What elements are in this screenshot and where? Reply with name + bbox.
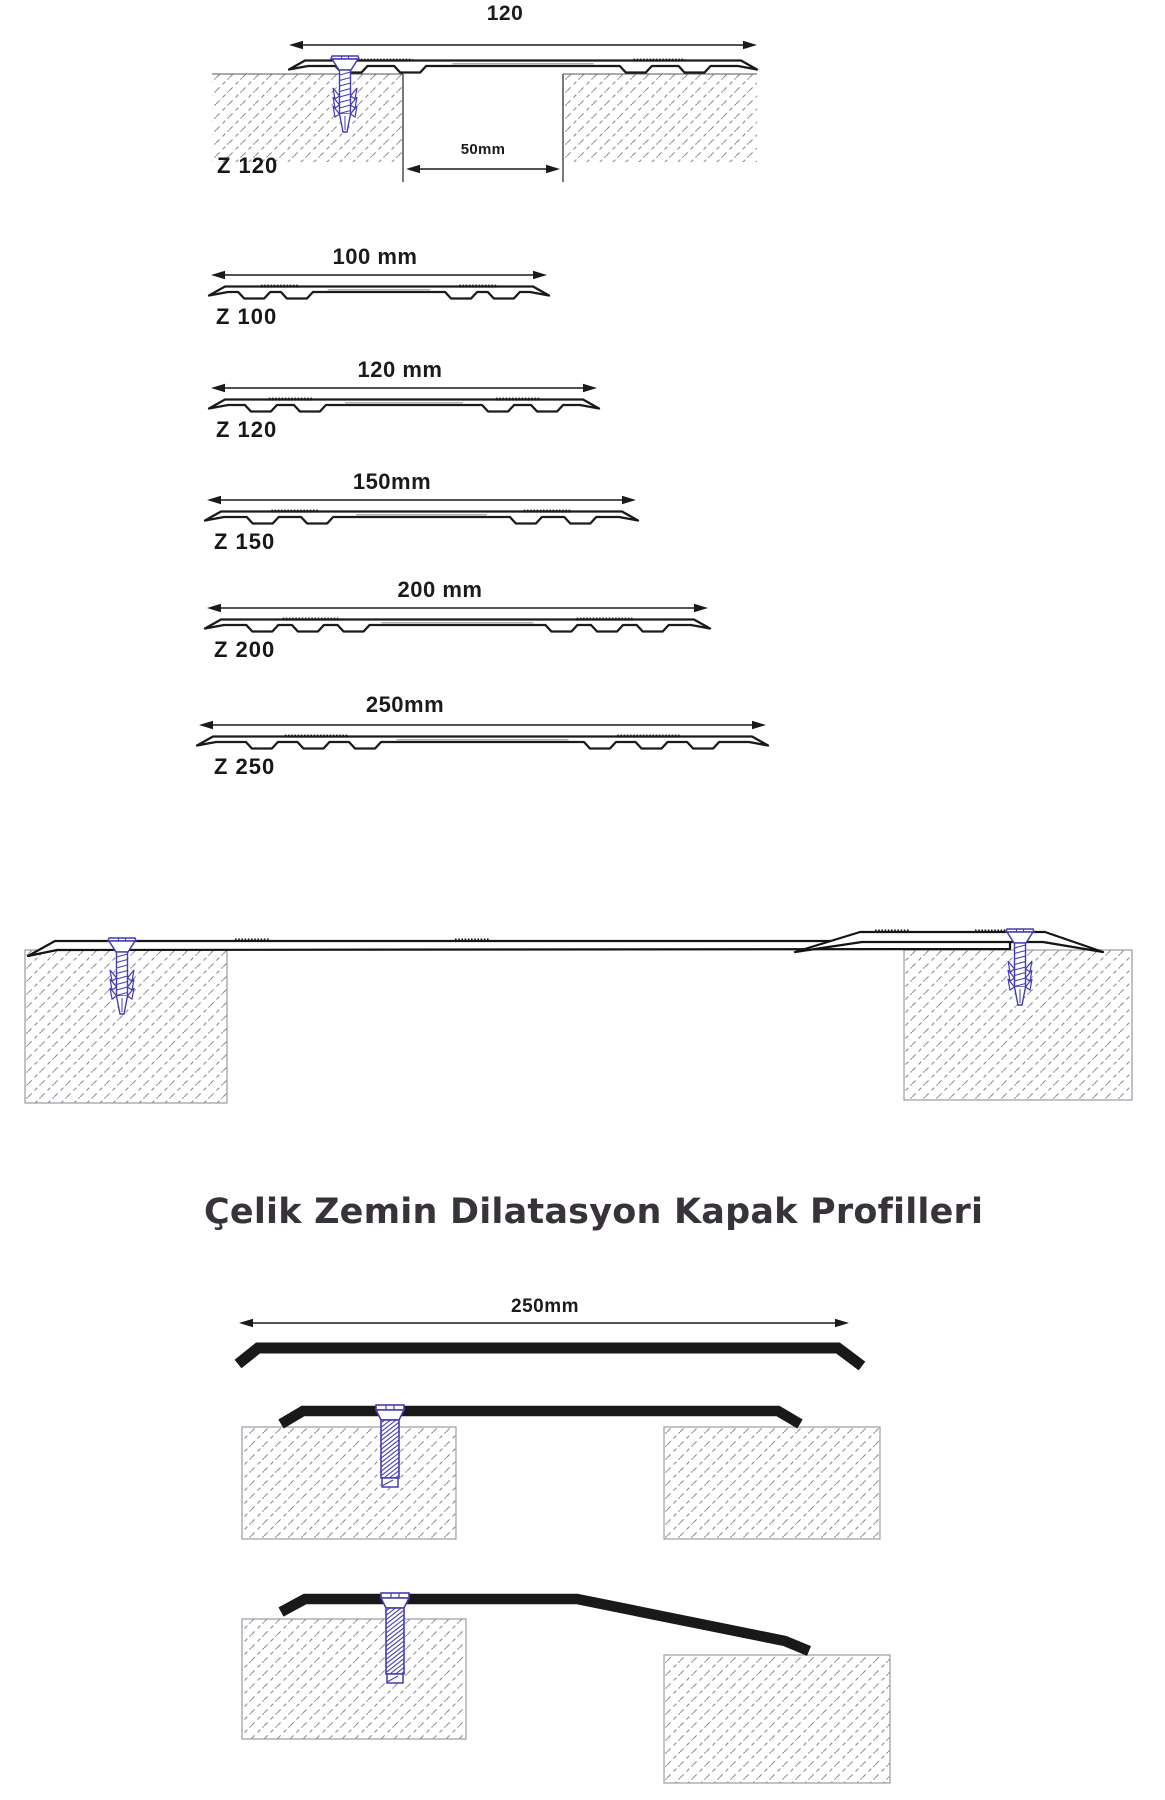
profile-name-label: Z 150: [214, 529, 276, 554]
profile-name-label: Z 120: [216, 417, 278, 442]
screw-icon: [376, 1405, 404, 1487]
dimension-line: [238, 1316, 850, 1330]
dimension-label: 250mm: [511, 1296, 579, 1317]
top-diagram-drawing: [190, 0, 980, 200]
dimension-label: 120: [486, 2, 524, 25]
dimension-label: 250mm: [365, 692, 445, 717]
profile-cross-section: [204, 615, 711, 635]
dimension-line: [210, 268, 548, 282]
profile-name-label: Z 250: [214, 754, 276, 779]
dimension-line: [198, 718, 767, 732]
profile-cross-section: [208, 395, 600, 415]
screw-icon: [381, 1593, 409, 1683]
profile-cross-section: [204, 507, 639, 527]
profile-cross-section: [196, 732, 769, 752]
concrete-block-right: [664, 1427, 880, 1539]
dimension-label: 200 mm: [397, 577, 483, 602]
profile-name-label: Z 200: [214, 637, 276, 662]
gap-dimension-line: [405, 162, 561, 176]
concrete-block-left: [242, 1619, 466, 1739]
sloped-installation-diagram: [225, 1583, 905, 1793]
dimension-line: [206, 601, 709, 615]
concrete-block-right: [664, 1655, 890, 1783]
screw-anchor-icon: [318, 48, 372, 173]
steel-cover-profile: [281, 1411, 800, 1424]
concrete-block-left: [242, 1427, 456, 1539]
wide-joint-installation-diagram: [15, 915, 1155, 1110]
steel-cover-profile: [228, 1340, 868, 1372]
dimension-label: 120 mm: [357, 357, 443, 382]
dimension-line: [210, 381, 598, 395]
dimension-line: [206, 493, 637, 507]
section-title: Çelik Zemin Dilatasyon Kapak Profilleri: [204, 1192, 984, 1232]
profile-name-label: Z 120: [217, 153, 279, 178]
profile-name-label: Z 100: [216, 304, 278, 329]
dimension-label: 100 mm: [332, 244, 418, 269]
dimension-label: 150mm: [352, 469, 432, 494]
flat-installation-diagram: [225, 1393, 905, 1553]
gap-dimension-label: 50mm: [460, 141, 506, 158]
profile-cross-section: [208, 282, 550, 302]
